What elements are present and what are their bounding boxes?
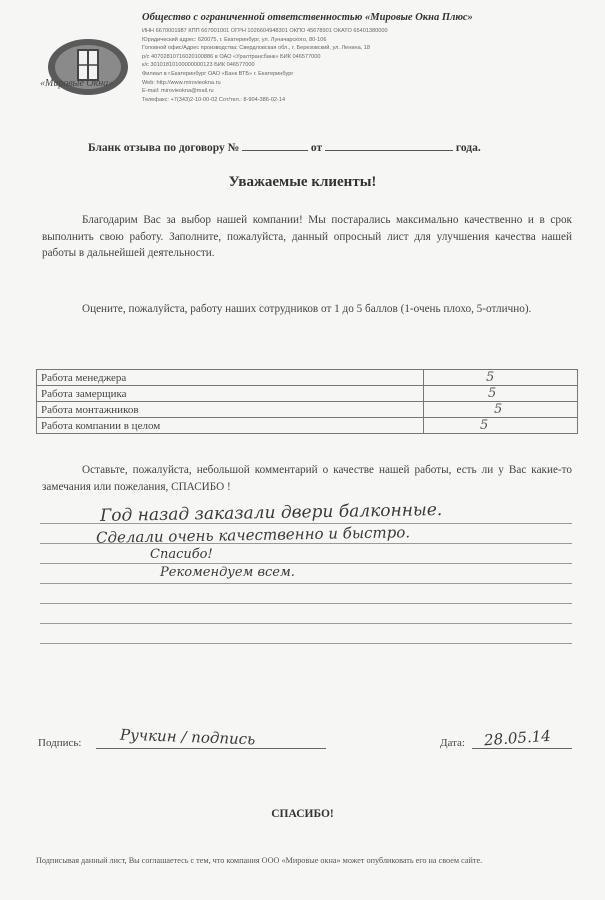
- contract-number-field[interactable]: [242, 140, 308, 151]
- table-row: [37, 402, 578, 418]
- contract-date-field[interactable]: [325, 140, 453, 151]
- requisite-line: Филиал в г.Екатеринбург ОАО «Банк ВТБ» г. Екатеринбург: [142, 70, 294, 77]
- requisite-line: р/с 40702810716020100886 в ОАО «Уралтрансбанк» БИК 046577000: [142, 53, 321, 60]
- company-name: Общество с ограниченной ответственностью «Мировые Окна Плюс»: [142, 12, 473, 23]
- handwritten-comment-line: Год назад заказали двери балконные.: [99, 500, 443, 526]
- company-requisites: [142, 27, 562, 104]
- date-label: Дата:: [440, 737, 465, 749]
- comment-prompt: Оставьте, пожалуйста, небольшой комментарий о качестве нашей работы, есть ли у Вас какие-то замечания или пожелания, СПАСИБО !: [42, 464, 572, 493]
- title-from: от: [310, 142, 323, 154]
- rating-score: 5: [480, 418, 489, 433]
- signature-handwriting: Ручкин / подпись: [119, 725, 256, 749]
- form-title: [88, 140, 481, 154]
- comment-line[interactable]: [40, 643, 572, 644]
- closing-thanks: СПАСИБО!: [271, 808, 334, 820]
- signature-field[interactable]: [96, 748, 326, 749]
- table-row: [37, 370, 578, 386]
- comment-line[interactable]: [40, 583, 572, 584]
- ratings-table: [36, 369, 578, 434]
- rating-score-cell[interactable]: [424, 370, 578, 386]
- requisite-line: ИНН 6670001987 КПП 667001001 ОГРН 1026604948301 ОКПО 45678901 ОКАТО 65401380000: [142, 28, 388, 34]
- rating-label: Работа менеджера: [37, 370, 424, 386]
- rate-prompt: Оцените, пожалуйста, работу наших сотрудников от 1 до 5 баллов (1-очень плохо, 5-отлично).: [82, 303, 532, 315]
- requisite-line: к/с 30101810100000000123 БИК 046577000: [142, 62, 255, 69]
- rating-score: 5: [486, 370, 495, 385]
- intro-paragraph: Благодарим Вас за выбор нашей компании! Мы постарались максимально качественно и в срок выполнить свою работу. Заполните, пожалуйста, данный опросный лист для улучшения качества нашей работы в дальнейшей деятельности.: [42, 214, 572, 259]
- date-handwriting: 28.05.14: [483, 726, 552, 750]
- handwritten-comment-line: Спасибо!: [150, 547, 213, 562]
- requisite-line: Телефакс: +7(343)2-10-00-02 Сот/тел.: 8-904-386-02-14: [142, 96, 286, 103]
- rating-label: Работа замерщика: [37, 386, 424, 402]
- requisite-line: Юридический адрес: 620075, г. Екатеринбург, ул. Луначарского, 80-106: [142, 36, 327, 43]
- rating-score: 5: [488, 386, 497, 401]
- rating-score-cell[interactable]: [424, 402, 578, 418]
- requisite-line: E-mail: mirovieokna@mail.ru: [142, 88, 214, 95]
- table-row: [37, 386, 578, 402]
- requisite-line: Web: http://www.mirovieokna.ru: [142, 79, 221, 86]
- table-row: [37, 418, 578, 434]
- rating-score: 5: [494, 402, 503, 417]
- rating-score-cell[interactable]: [424, 386, 578, 402]
- title-suffix: года.: [455, 142, 481, 154]
- handwritten-comment-line: Сделали очень качественно и быстро.: [95, 523, 411, 547]
- title-prefix: Бланк отзыва по договору №: [88, 142, 240, 154]
- logo-caption: «Мировые Окна»: [40, 78, 114, 89]
- comment-line[interactable]: [40, 603, 572, 604]
- rating-score-cell[interactable]: [424, 418, 578, 434]
- greeting-heading: Уважаемые клиенты!: [228, 174, 377, 190]
- rating-label: Работа монтажников: [37, 402, 424, 418]
- signature-label: Подпись:: [38, 737, 82, 749]
- comment-line[interactable]: [40, 623, 572, 624]
- rating-label: Работа компании в целом: [37, 418, 424, 434]
- comment-line[interactable]: [40, 563, 572, 564]
- handwritten-comment-line: Рекомендуем всем.: [160, 565, 295, 580]
- requisite-line: Головной офис/Адрес производства: Свердловская обл., г. Березовский, ул. Ленина, 18: [142, 45, 371, 52]
- consent-footnote: Подписывая данный лист, Вы соглашаетесь с тем, что компания ООО «Мировые окна» может опубликовать его на своем сайте.: [36, 856, 483, 865]
